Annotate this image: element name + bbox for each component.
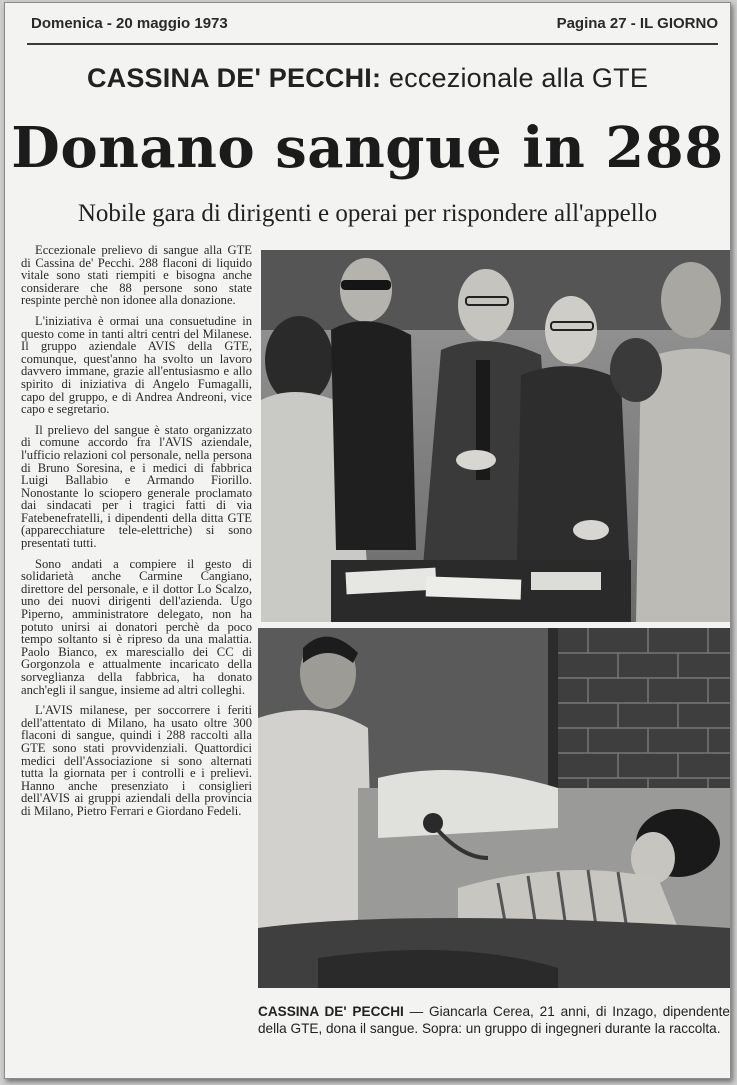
photo-blood-donation — [258, 628, 730, 988]
article-paragraph: Sono andati a compiere il gesto di solidarietà anche Carmine Cangiano, direttore del personale, e il dottor Lo Scalzo, uno dei nuovi dirigenti dell'azienda. Ugo Piperno, amministratore delegato, non ha potuto unirsi ai donatori perchè da poco tempo soltanto si è ripreso da una malattia. Paolo Bianco, ex maresciallo dei CC di Gorgonzola e attualmente incaricato della sorveglianza della fabbrica, ha donato anch'egli il sangue, insieme ad altri colleghi. — [21, 556, 252, 697]
article-paragraph: Il prelievo del sangue è stato organizzato di comune accordo fra l'AVIS aziendale, l'ufficio relazioni col personale, nella persona di Bruno Soresina, e i medici di fabbrica Luigi Ballabio e Armando Fiorillo. Nonostante lo sciopero generale proclamato dai sindacati per i tragici fatti di via Fatebenefratelli, i dipendenti della ditta GTE (apparecchiature tele-elettriche) si sono presentati tutti. — [21, 422, 252, 551]
newspaper-page — [4, 2, 731, 1079]
page-header — [31, 13, 718, 37]
article-paragraph: L'iniziativa è ormai una consuetudine in questo come in tanti altri centri del Milanese. Il gruppo aziendale AVIS della GTE, comunque, quest'anno ha svolto un lavoro davvero immane, grazie all'entusiasmo e allo spirito di iniziativa di Angelo Fumagalli, capo del gruppo, e di Andrea Andreoni, vice capo e segretario. — [21, 313, 252, 417]
header-page-number: Pagina 27 - IL GIORNO — [556, 15, 718, 32]
caption-text: — Giancarla Cerea, 21 anni, di Inzago, dipendente della GTE, dona il sangue. Sopra: un gruppo di ingegneri durante la raccolta. — [258, 1004, 730, 1036]
kicker-text: eccezionale alla GTE — [388, 63, 649, 93]
article-paragraph: L'AVIS milanese, per soccorrere i feriti dell'attentato di Milano, ha usato oltre 300 flaconi di sangue, quindi i 288 raccolti alla GTE sono stati provvidenziali. Quattordici medici dell'Associazione si sono alternati tutta la giornata per i controlli e i prelievi. Hanno anche presenziato i consiglieri dell'AVIS ai gruppi aziendali della provincia di Milano, Pietro Ferrari e Giordano Fedeli. — [21, 703, 252, 818]
subheadline: Nobile gara di dirigenti e operai per rispondere all'appello — [77, 200, 658, 227]
kicker-place: CASSINA DE' PECCHI: — [86, 63, 382, 93]
caption-lead: CASSINA DE' PECCHI — [258, 1004, 404, 1019]
kicker — [5, 63, 730, 94]
photo-engineers-group — [261, 250, 730, 622]
photo-caption — [258, 1003, 730, 1037]
header-date: Domenica - 20 maggio 1973 — [31, 15, 228, 32]
header-rule — [27, 43, 718, 45]
article-body — [21, 244, 252, 1084]
article-paragraph: Eccezionale prelievo di sangue alla GTE di Cassina de' Pecchi. 288 flaconi di liquido vitale sono stati riempiti e bisogna anche considerare che 88 persone sono state respinte perchè non idonee alla donazione. — [21, 243, 252, 308]
headline: Donano sangue in 288 — [11, 115, 724, 181]
